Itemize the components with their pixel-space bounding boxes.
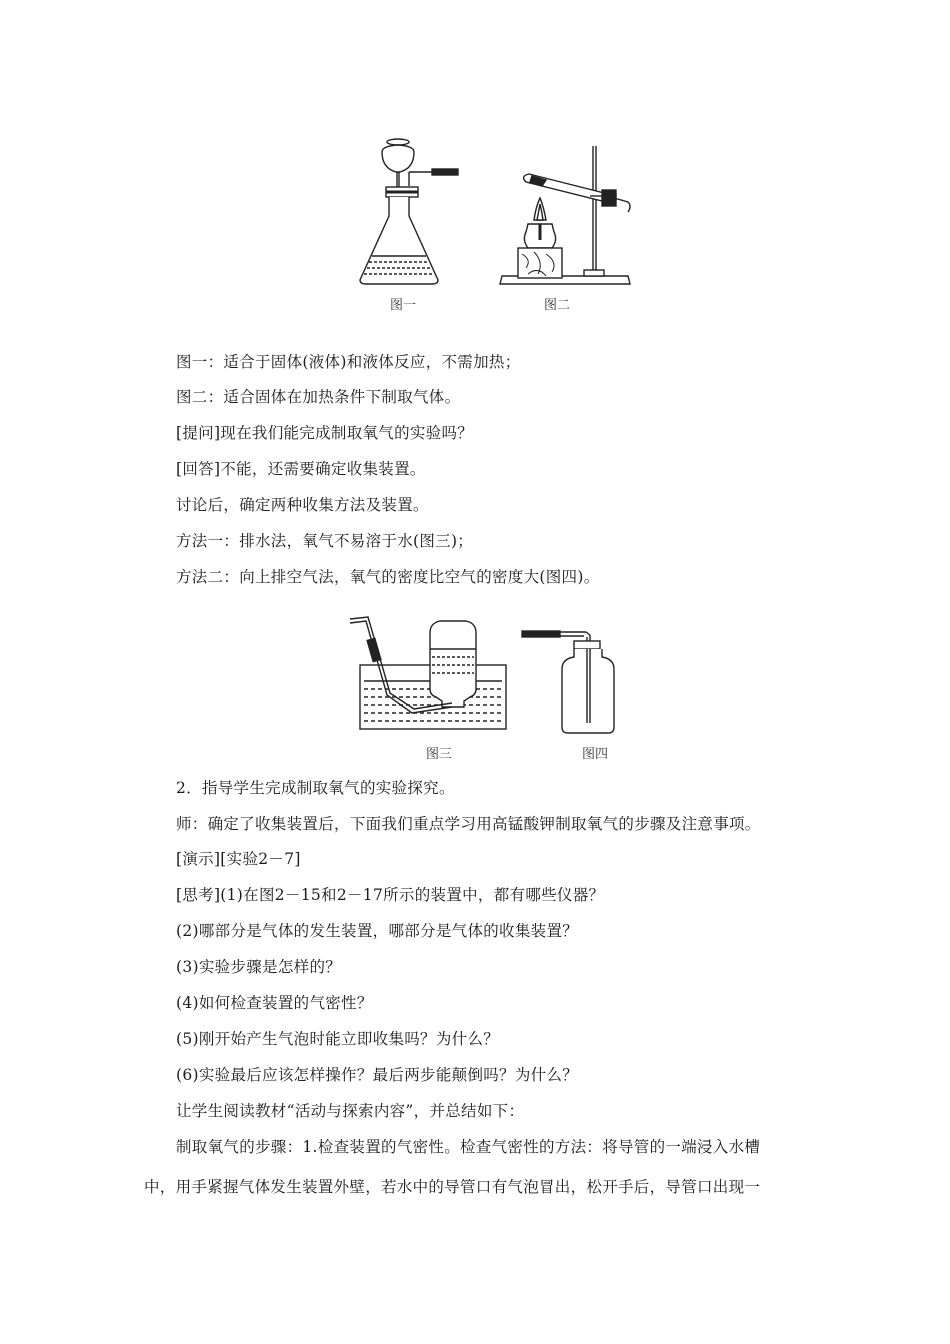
text-line: 2．指导学生完成制取氧气的实验探究。 [176,779,455,797]
text-line: [演示][实验2－7] [176,850,301,868]
conical-flask-with-funnel [360,139,458,284]
test-tube-heating-setup [500,146,630,284]
text-line: (2)哪部分是气体的发生装置，哪部分是气体的收集装置？ [176,922,579,940]
text-line: 图二：适合固体在加热条件下制取气体。 [176,388,461,406]
text-line: 师：确定了收集装置后，下面我们重点学习用高锰酸钾制取氧气的步骤及注意事项。 [176,815,761,833]
text-line: 让学生阅读教材“活动与探索内容”，并总结如下： [176,1102,525,1120]
figure-2-caption: 图二 [544,298,571,313]
text-line: (3)实验步骤是怎样的？ [176,958,342,976]
text-line: [思考](1)在图2－15和2－17所示的装置中，都有哪些仪器？ [176,886,605,904]
text-line: [提问]现在我们能完成制取氧气的实验吗？ [176,424,474,442]
text-line: 讨论后，确定两种收集方法及装置。 [176,496,429,514]
text-line: 方法一：排水法，氧气不易溶于水(图三)； [176,532,474,550]
upward-air-displacement-setup [522,631,614,733]
text-line: 图一：适合于固体(液体)和液体反应，不需加热； [176,353,521,371]
text-line: [回答]不能，还需要确定收集装置。 [176,460,426,478]
paragraph-line-2: 中，用手紧握气体发生装置外壁，若水中的导管口有气泡冒出，松开手后，导管口出现一 [144,1178,761,1196]
text-line: (5)刚开始产生气泡时能立即收集吗？为什么？ [176,1030,500,1048]
text-line: (6)实验最后应该怎样操作？最后两步能颠倒吗？为什么？ [176,1066,579,1084]
text-line: (4)如何检查装置的气密性？ [176,994,373,1012]
water-displacement-setup [350,617,506,729]
text-line: 方法二：向上排空气法，氧气的密度比空气的密度大(图四)。 [176,568,600,586]
figure-3-caption: 图三 [426,747,453,762]
figure-top [346,124,638,330]
paragraph-line-1: 制取氧气的步骤：1.检查装置的气密性。检查气密性的方法：将导管的一端浸入水槽 [176,1138,761,1156]
apparatus-diagram-bottom [340,605,630,763]
figure-4-caption: 图四 [582,747,609,762]
figure-1-caption: 图一 [390,298,417,313]
figure-bottom [340,605,630,763]
